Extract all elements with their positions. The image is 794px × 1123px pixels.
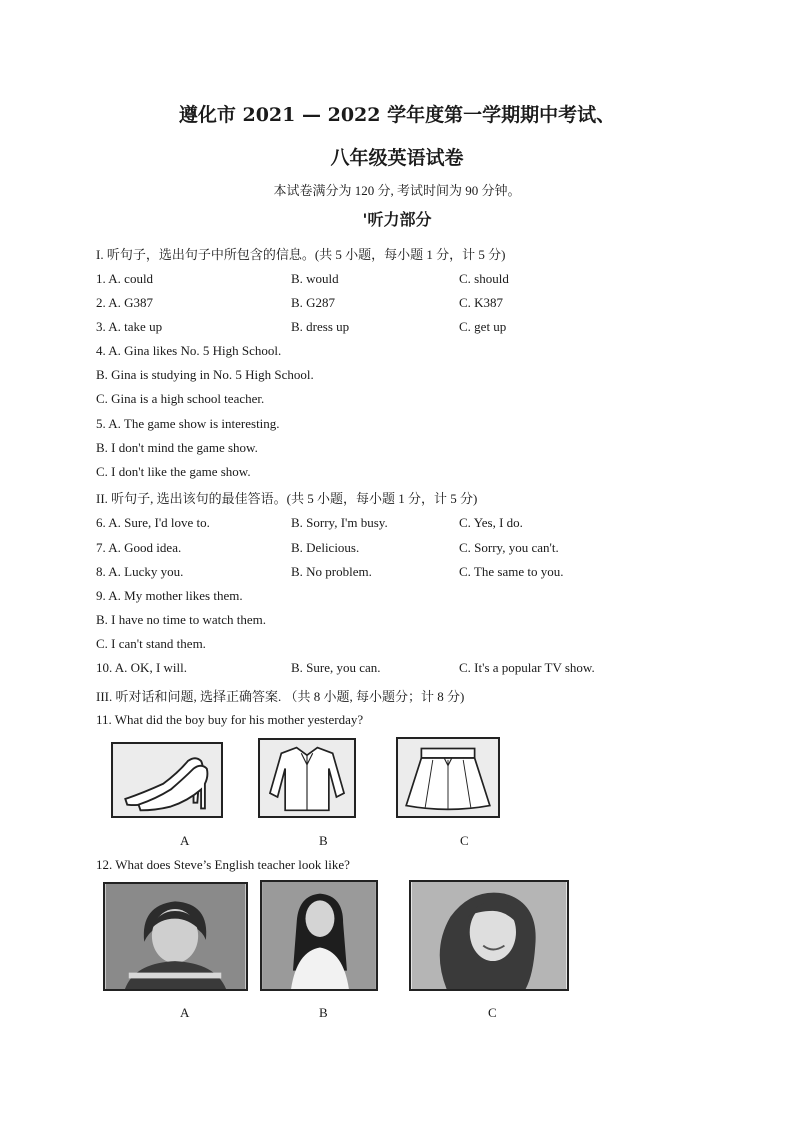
q12-image-long-straight-hair (260, 880, 378, 991)
q12-label-b: B (319, 1005, 328, 1020)
q9-option-b: B. I have no time to watch them. (96, 612, 267, 627)
q11-label-c: C (460, 833, 469, 848)
q12-label-a: A (180, 1005, 190, 1020)
q1-option-a: 1. A. could (96, 271, 154, 286)
q8-option-b: B. No problem. (291, 564, 372, 579)
q10-option-a: 10. A. OK, I will. (96, 660, 187, 675)
q2-option-c: C. K387 (459, 295, 504, 310)
q11-image-shirt (258, 738, 356, 818)
section3-heading: III. 听对话和问题, 选择正确答案. （共 8 小题, 每小题分；计 8 分) (96, 689, 465, 704)
q4-option-b: B. Gina is studying in No. 5 High School. (96, 367, 314, 382)
q8-option-a: 8. A. Lucky you. (96, 564, 184, 579)
q12-label-c: C (488, 1005, 497, 1020)
q11-image-shoes (111, 742, 223, 818)
q12-question: 12. What does Steve’s English teacher look like? (96, 857, 350, 872)
exam-note: 本试卷满分为 120 分, 考试时间为 90 分钟。 (273, 183, 521, 198)
q3-option-a: 3. A. take up (96, 319, 163, 334)
q10-option-c: C. It's a popular TV show. (459, 660, 595, 675)
q2-option-b: B. G287 (291, 295, 336, 310)
q11-label-a: A (180, 833, 190, 848)
q7-option-b: B. Delicious. (291, 540, 360, 555)
q3-option-b: B. dress up (291, 319, 350, 334)
q12-image-curly-hair (409, 880, 569, 991)
exam-title-line1: 遵化市 2021 — 2022 学年度第一学期期中考试、 (178, 104, 616, 126)
curly-hair-woman-photo-icon (411, 882, 567, 989)
q11-question: 11. What did the boy buy for his mother yesterday? (96, 712, 364, 727)
q5-option-c: C. I don't like the game show. (96, 464, 251, 479)
q5-option-b: B. I don't mind the game show. (96, 440, 258, 455)
high-heel-shoes-icon (113, 744, 221, 816)
q7-option-c: C. Sorry, you can't. (459, 540, 559, 555)
q7-option-a: 7. A. Good idea. (96, 540, 182, 555)
q2-option-a: 2. A. G387 (96, 295, 154, 310)
q6-option-a: 6. A. Sure, I'd love to. (96, 515, 210, 530)
q11-image-skirt (396, 737, 500, 818)
q5-option-a: 5. A. The game show is interesting. (96, 416, 280, 431)
section2-heading: II. 听句子, 选出该句的最佳答语。(共 5 小题，每小题 1 分，计 5 分) (96, 491, 478, 506)
section1-heading: I. 听句子，选出句子中所包含的信息。(共 5 小题，每小题 1 分，计 5 分) (96, 247, 506, 262)
q8-option-c: C. The same to you. (459, 564, 564, 579)
q6-option-b: B. Sorry, I'm busy. (291, 515, 388, 530)
part-heading: '听力部分 (362, 210, 432, 229)
long-hair-woman-photo-icon (262, 882, 376, 989)
q1-option-b: B. would (291, 271, 339, 286)
q4-option-c: C. Gina is a high school teacher. (96, 391, 265, 406)
q11-label-b: B (319, 833, 328, 848)
skirt-icon (398, 739, 498, 816)
q6-option-c: C. Yes, I do. (459, 515, 523, 530)
q9-option-c: C. I can't stand them. (96, 636, 206, 651)
q12-image-short-hair (103, 882, 248, 991)
q1-option-c: C. should (459, 271, 509, 286)
exam-title-line2: 八年级英语试卷 (330, 147, 464, 169)
q10-option-b: B. Sure, you can. (291, 660, 381, 675)
blouse-icon (260, 740, 354, 816)
q9-option-a: 9. A. My mother likes them. (96, 588, 243, 603)
q4-option-a: 4. A. Gina likes No. 5 High School. (96, 343, 282, 358)
q3-option-c: C. get up (459, 319, 507, 334)
short-hair-woman-photo-icon (105, 884, 246, 989)
